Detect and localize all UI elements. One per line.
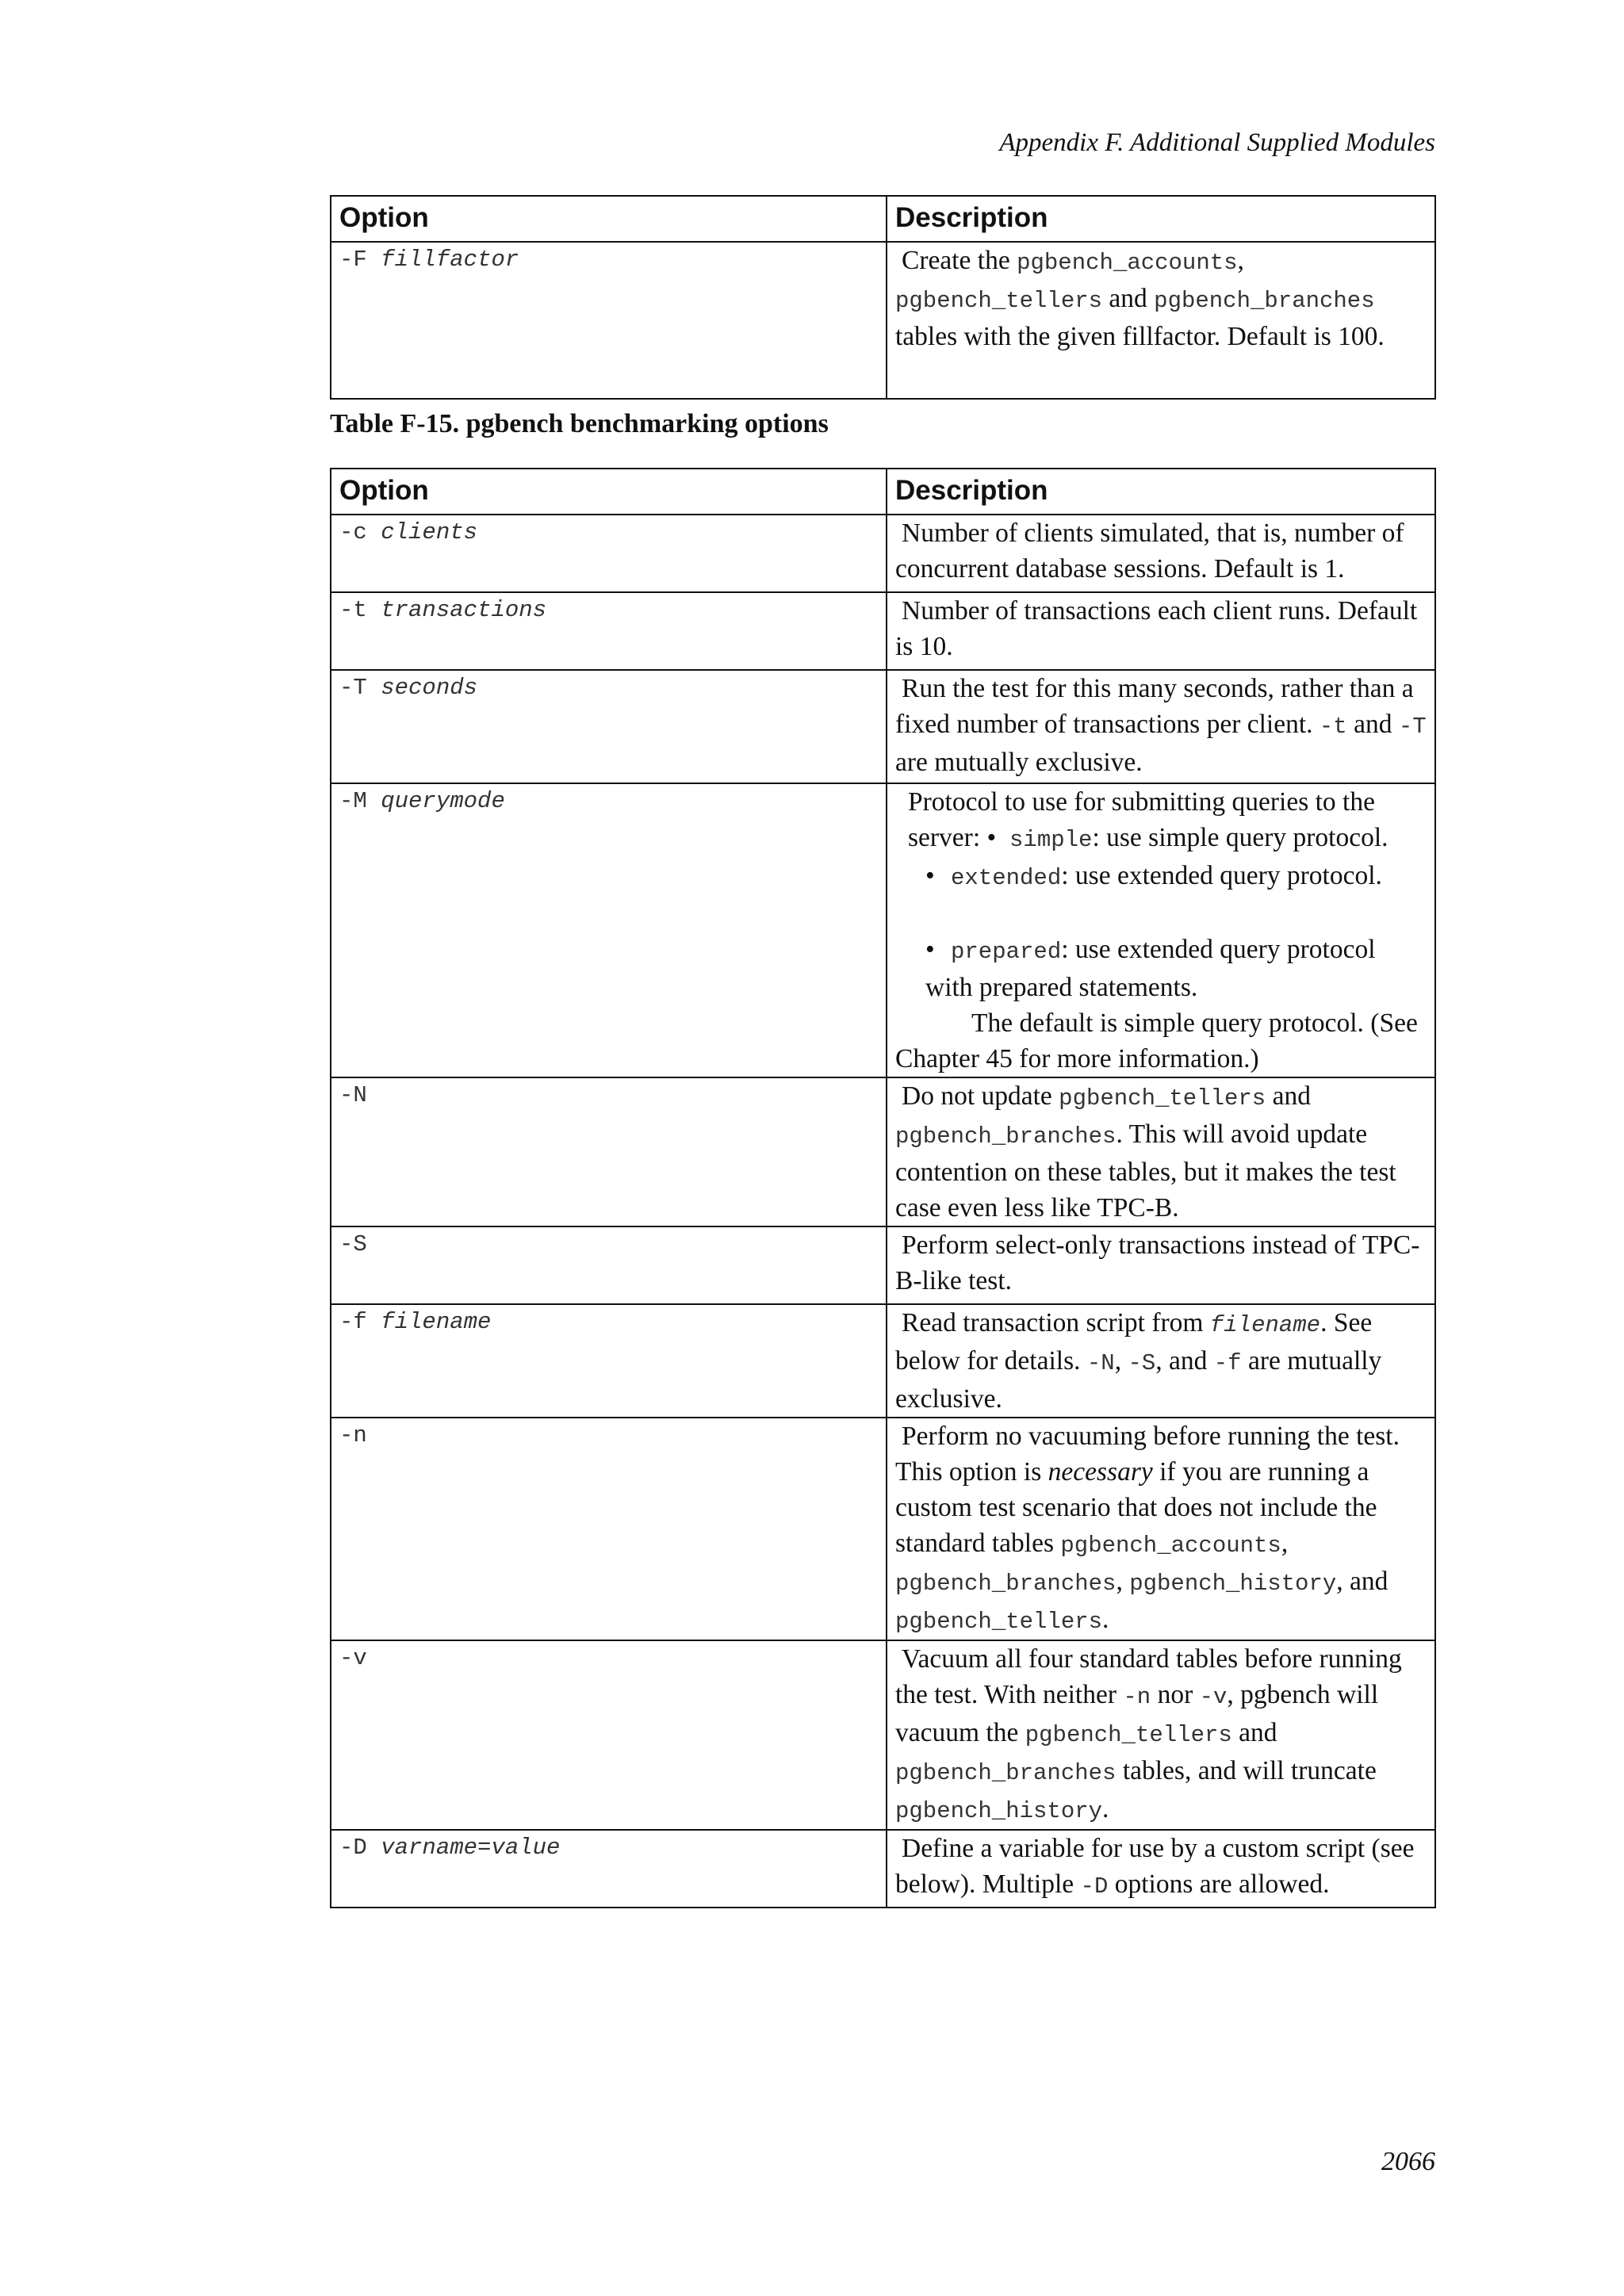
option-cell: -D varname=value xyxy=(331,1830,887,1908)
options-table-continued xyxy=(330,195,1436,400)
page-number: 2066 xyxy=(1381,2147,1435,2176)
column-header-option: Option xyxy=(331,196,887,242)
description-cell: Define a variable for use by a custom script (see below). Multiple -D options are allowed. xyxy=(887,1830,1435,1908)
option-cell: -c clients xyxy=(331,515,887,592)
column-header-description: Description xyxy=(887,196,1435,242)
table-row xyxy=(331,783,1435,1077)
description-cell: Protocol to use for submitting queries to the server: • simple: use simple query protocol. • extended: use extended query protocol. • prepared: use extended query protocol with prepared statements. The default is simple query protocol. (See Chapter 45 for more information.) xyxy=(887,783,1435,1077)
table-header-row xyxy=(331,196,1435,242)
option-cell: -v xyxy=(331,1640,887,1830)
running-header: Appendix F. Additional Supplied Modules xyxy=(999,128,1435,157)
description-cell: Create the pgbench_accounts, pgbench_tellers and pgbench_branches tables with the given fillfactor. Default is 100. xyxy=(887,242,1435,399)
option-cell: -n xyxy=(331,1418,887,1640)
description-cell: Number of clients simulated, that is, number of concurrent database sessions. Default is 1. xyxy=(887,515,1435,592)
table-row xyxy=(331,1830,1435,1908)
option-cell: -M querymode xyxy=(331,783,887,1077)
description-cell: Vacuum all four standard tables before running the test. With neither -n nor -v, pgbench will vacuum the pgbench_tellers and pgbench_branches tables, and will truncate pgbench_history. xyxy=(887,1640,1435,1830)
option-cell: -S xyxy=(331,1226,887,1304)
column-header-description: Description xyxy=(887,469,1435,515)
option-cell: -f filename xyxy=(331,1304,887,1418)
description-cell: Do not update pgbench_tellers and pgbench_branches. This will avoid update contention on these tables, but it makes the test case even less like TPC-B. xyxy=(887,1077,1435,1226)
option-cell: -T seconds xyxy=(331,670,887,783)
table-row xyxy=(331,1418,1435,1640)
column-header-option: Option xyxy=(331,469,887,515)
table-row xyxy=(331,242,1435,399)
option-cell: -F fillfactor xyxy=(331,242,887,399)
table-row xyxy=(331,592,1435,670)
option-cell: -t transactions xyxy=(331,592,887,670)
table-row xyxy=(331,1304,1435,1418)
table-row xyxy=(331,1640,1435,1830)
description-cell: Read transaction script from filename. See below for details. -N, -S, and -f are mutually exclusive. xyxy=(887,1304,1435,1418)
table-row xyxy=(331,1226,1435,1304)
description-cell: Run the test for this many seconds, rather than a fixed number of transactions per client. -t and -T are mutually exclusive. xyxy=(887,670,1435,783)
table-row xyxy=(331,515,1435,592)
benchmarking-options-table xyxy=(330,468,1436,1908)
list-item: • extended: use extended query protocol. xyxy=(925,861,1382,891)
table-caption: Table F-15. pgbench benchmarking options xyxy=(330,409,829,438)
option-cell: -N xyxy=(331,1077,887,1226)
table-header-row xyxy=(331,469,1435,515)
table-row xyxy=(331,1077,1435,1226)
description-cell: Number of transactions each client runs. Default is 10. xyxy=(887,592,1435,670)
table-row xyxy=(331,670,1435,783)
description-cell: Perform select-only transactions instead of TPC-B-like test. xyxy=(887,1226,1435,1304)
list-item: • prepared: use extended query protocol with prepared statements. xyxy=(925,935,1376,1002)
description-cell: Perform no vacuuming before running the test. This option is necessary if you are running a custom test scenario that does not include the standard tables pgbench_accounts, pgbench_branches, pgbench_history, and pgbench_tellers. xyxy=(887,1418,1435,1640)
